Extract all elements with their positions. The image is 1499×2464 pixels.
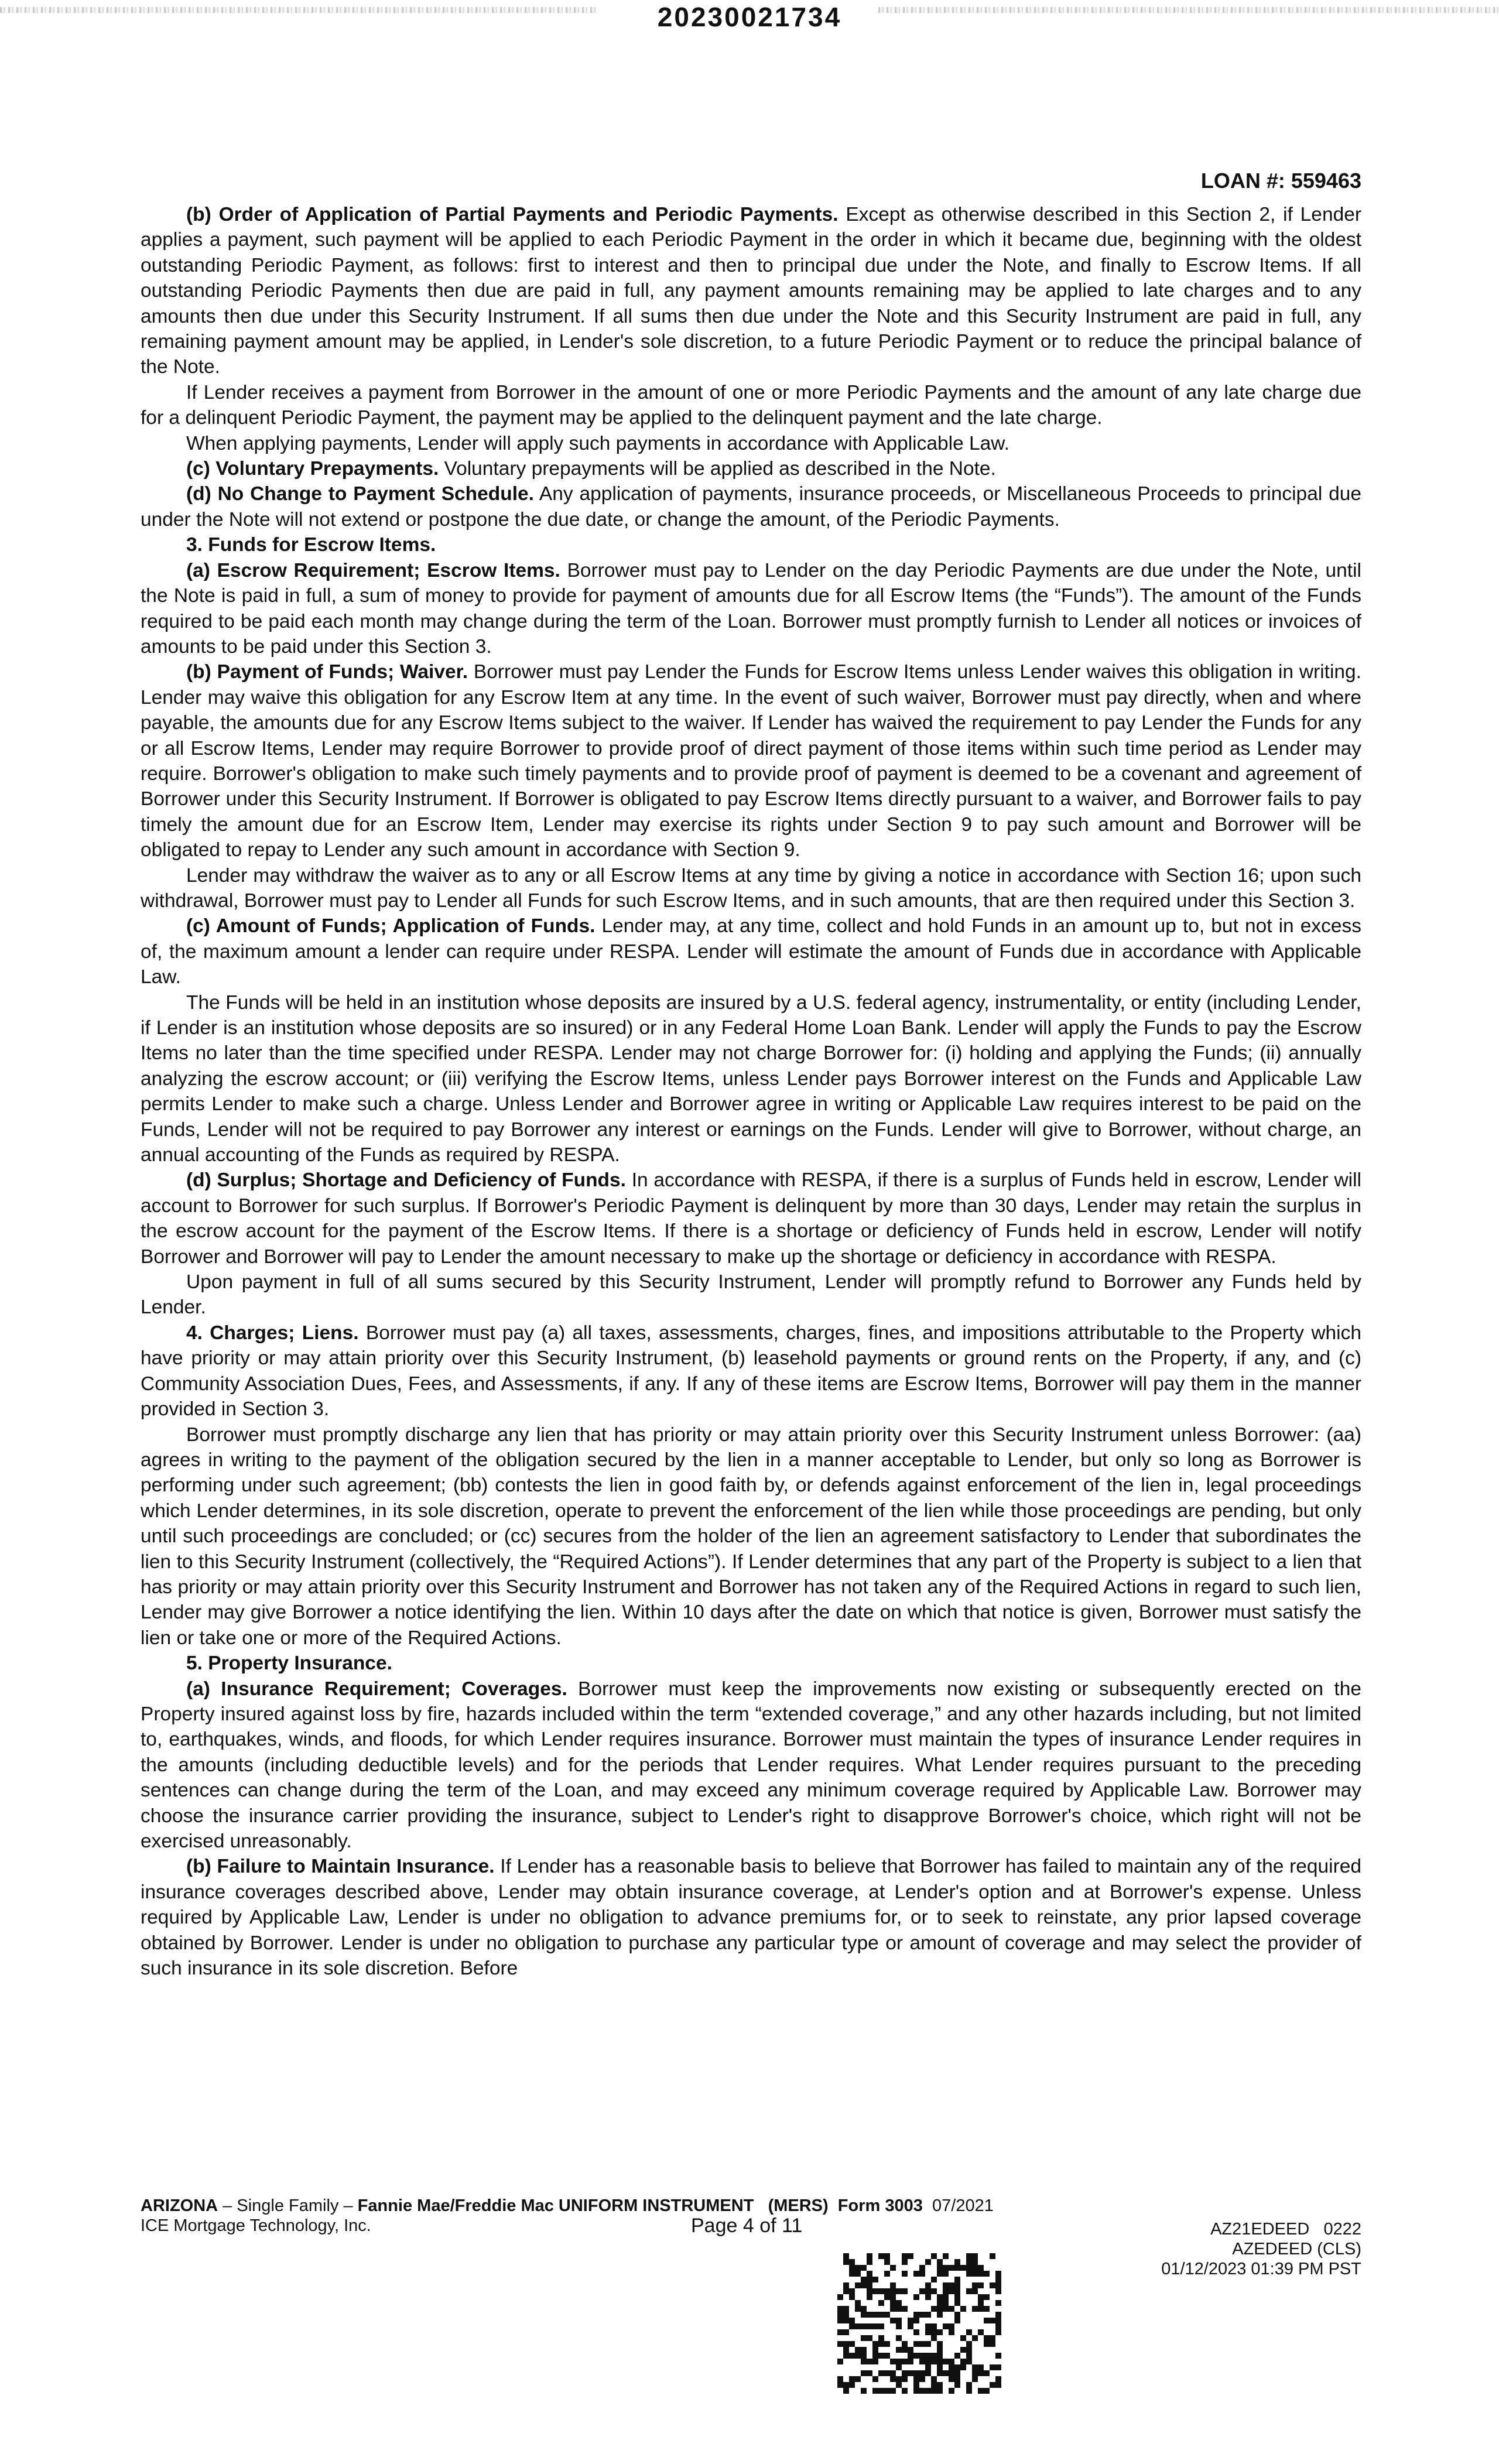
paragraph (141, 380, 1361, 431)
paragraph-heading: (c) Amount of Funds; Application of Funds. (186, 915, 596, 937)
paragraph-text: Borrower must keep the improvements now existing or subsequently erected on the Property insured against loss by fire, hazards included within the term “extended coverage,” and any other hazards including, but not limited to, earthquakes, winds, and floods, for which Lender requires insurance. Borrower must maintain the types of insurance Lender requires in the amounts (including deductible levels) and for the periods that Lender requires. What Lender requires pursuant to the preceding sentences can change during the term of the Loan, and may exceed any minimum coverage required by Applicable Law. Borrower may choose the insurance carrier providing the insurance, subject to Lender's right to disapprove Borrower's choice, which right will not be exercised unreasonably. (141, 1678, 1361, 1852)
paragraph (141, 913, 1361, 990)
paragraph-heading: (b) Failure to Maintain Insurance. (186, 1856, 495, 1878)
footer-company: ICE Mortgage Technology, Inc. (141, 2216, 371, 2235)
paragraph-text: Except as otherwise described in this Section 2, if Lender applies a payment, such payment will be applied to each Periodic Payment in the order in which it became due, beginning with the oldest outstanding Periodic Payment, as follows: first to interest and then to principal due under the Note, and finally to Escrow Items. If all outstanding Periodic Payments then due are paid in full, any payment amounts remaining may be applied to late charges and to any amounts then due under this Security Instrument. If all sums then due under the Note and this Security Instrument are paid in full, any remaining payment amount may be applied, in Lender's sole discretion, to a future Periodic Payment or to reduce the principal balance of the Note. (141, 204, 1361, 378)
paragraph (141, 659, 1361, 863)
paragraph (141, 1320, 1361, 1422)
paragraph-heading: (d) Surplus; Shortage and Deficiency of Funds. (186, 1169, 626, 1192)
paragraph (141, 1168, 1361, 1269)
footer-timestamp: 01/12/2023 01:39 PM PST (1161, 2260, 1361, 2278)
paragraph-heading: (a) Insurance Requirement; Coverages. (186, 1678, 567, 1700)
paragraph-heading: (c) Voluntary Prepayments. (186, 458, 439, 480)
paragraph-text: When applying payments, Lender will apply such payments in accordance with Applicable Law. (186, 432, 1009, 454)
paragraph (141, 863, 1361, 914)
paragraph (141, 431, 1361, 456)
paragraph (141, 558, 1361, 660)
paragraph (141, 1676, 1361, 1854)
paragraph (141, 1651, 1361, 1676)
paragraph-heading: 3. Funds for Escrow Items. (186, 534, 436, 556)
footer-mers: (MERS) (768, 2196, 829, 2215)
footer-state: ARIZONA (141, 2196, 218, 2215)
paragraph-heading: (b) Order of Application of Partial Payments and Periodic Payments. (186, 204, 839, 225)
paragraph-heading: (d) No Change to Payment Schedule. (186, 483, 534, 505)
paragraph-text: The Funds will be held in an institution whose deposits are insured by a U.S. federal agency, instrumentality, or entity (including Lender, if Lender is an institution whose deposits are so insured) or in any Federal Home Loan Bank. Lender will apply the Funds to pay the Escrow Items no later than the time specified under RESPA. Lender may not charge Borrower for: (i) holding and applying the Funds; (ii) annually analyzing the escrow account; or (iii) verifying the Escrow Items, unless Lender pays Borrower interest on the Funds and Applicable Law permits Lender to make such a charge. Unless Lender and Borrower agree in writing or Applicable Law requires interest to be paid on the Funds, Lender will not be required to pay Borrower any interest or earnings on the Funds. Lender will give to Borrower, without charge, an annual accounting of the Funds as required by RESPA. (141, 991, 1361, 1166)
paragraph-heading: 4. Charges; Liens. (186, 1322, 359, 1344)
paragraph-text: If Lender has a reasonable basis to believe that Borrower has failed to maintain any of the required insurance coverages described above, Lender may obtain insurance coverage, at Lender's option and at Borrower's expense. Unless required by Applicable Law, Lender is under no obligation to advance premiums for, or to seek to reinstate, any prior lapsed coverage obtained by Borrower. Lender is under no obligation to purchase any particular type or amount of coverage and may select the provider of such insurance in its sole discretion. Before (141, 1856, 1361, 1980)
paragraph-text: Any application of payments, insurance proceeds, or Miscellaneous Proceeds to principal due under the Note will not extend or postpone the due date, or change the amount, of the Periodic Payments. (141, 483, 1361, 531)
paragraph-heading: (a) Escrow Requirement; Escrow Items. (186, 559, 560, 581)
paragraph-text: Borrower must promptly discharge any lien that has priority or may attain priority over this Security Instrument unless Borrower: (aa) agrees in writing to the payment of the obligation secured by the lien in a manner acceptable to Lender, but only so long as Borrower is performing under such agreement; (bb) contests the lien in good faith by, or defends against enforcement of the lien in, legal proceedings which Lender determines, in its sole discretion, operate to prevent the enforcement of the lien while those proceedings are pending, but only until such proceedings are concluded; or (cc) secures from the holder of the lien an agreement satisfactory to Lender that subordinates the lien to this Security Instrument (collectively, the “Required Actions”). If Lender determines that any part of the Property is subject to a lien that has priority or may attain priority over this Security Instrument and Borrower has not taken any of the Required Actions in regard to such lien, Lender may give Borrower a notice identifying the lien. Within 10 days after the date on which that notice is given, Borrower must satisfy the lien or take one or more of the Required Actions. (141, 1423, 1361, 1649)
paragraph-text: If Lender receives a payment from Borrower in the amount of one or more Periodic Payments and the amount of any late charge due for a delinquent Periodic Payment, the payment may be applied to the delinquent payment and the late charge. (141, 381, 1361, 429)
footer-form: Form 3003 (837, 2196, 923, 2215)
footer-code2: AZEDEED (CLS) (1232, 2240, 1361, 2258)
paragraph-text: Upon payment in full of all sums secured by this Security Instrument, Lender will promptly refund to Borrower any Funds held by Lender. (141, 1271, 1361, 1319)
footer-family: – Single Family – (218, 2196, 358, 2215)
barcode-image (837, 2253, 1001, 2394)
paragraph (141, 1854, 1361, 1981)
paragraph (141, 532, 1361, 557)
paragraph-text: Borrower must pay Lender the Funds for Escrow Items unless Lender waives this obligation in writing. Lender may waive this obligation for any Escrow Item at any time. In the event of such waiver, Borrower must pay directly, when and where payable, the amounts due for any Escrow Items subject to the waiver. If Lender has waived the requirement to pay Lender the Funds for any or all Escrow Items, Lender may require Borrower to provide proof of direct payment of those items within such time period as Lender may require. Borrower's obligation to make such timely payments and to provide proof of payment is deemed to be a covenant and agreement of Borrower under this Security Instrument. If Borrower is obligated to pay Escrow Items directly pursuant to a waiver, and Borrower fails to pay timely the amount due for an Escrow Item, Lender may exercise its rights under Section 9 to pay such amount and Borrower will be obligated to repay to Lender any such amount in accordance with Section 9. (141, 661, 1361, 861)
paragraph-text: In accordance with RESPA, if there is a surplus of Funds held in escrow, Lender will account to Borrower for such surplus. If Borrower's Periodic Payment is delinquent by more than 30 days, Lender may retain the surplus in the escrow account for the payment of the Escrow Items. If there is a shortage or deficiency of Funds held in escrow, Lender will notify Borrower and Borrower will pay to Lender the amount necessary to make up the shortage or deficiency in accordance with RESPA. (141, 1169, 1361, 1268)
page-number: Page 4 of 11 (691, 2215, 803, 2237)
paragraph-text: Borrower must pay to Lender on the day Periodic Payments are due under the Note, until the Note is paid in full, a sum of money to provide for payment of amounts due for all Escrow Items (the “Funds”). The amount of the Funds required to be paid each month may change during the term of the Loan. Borrower must promptly furnish to Lender all notices or invoices of amounts to be paid under this Section 3. (141, 559, 1361, 658)
paragraph (141, 1269, 1361, 1320)
paragraph (141, 202, 1361, 380)
paragraph-text: Lender may, at any time, collect and hold Funds in an amount up to, but not in excess of, the maximum amount a lender can require under RESPA. Lender will estimate the amount of Funds due in accordance with Applicable Law. (141, 915, 1361, 988)
footer-form-info (141, 2196, 994, 2236)
paragraph-heading: (b) Payment of Funds; Waiver. (186, 661, 468, 683)
footer-code1: AZ21EDEED (1210, 2220, 1310, 2239)
paragraph-text: Lender may withdraw the waiver as to any or all Escrow Items at any time by giving a notice in accordance with Section 16; upon such withdrawal, Borrower must pay to Lender all Funds for such Escrow Items, and in such amounts, that are then required under this Section 3. (141, 864, 1361, 912)
recording-number: 20230021734 (657, 2, 842, 32)
paragraph (141, 481, 1361, 532)
paragraph-text: Voluntary prepayments will be applied as described in the Note. (439, 458, 996, 480)
footer-code1-num: 0222 (1323, 2220, 1361, 2239)
paragraph (141, 1422, 1361, 1651)
paragraph (141, 990, 1361, 1168)
footer-instrument: Fannie Mae/Freddie Mac UNIFORM INSTRUMENT (357, 2196, 754, 2215)
paragraph-text: Borrower must pay (a) all taxes, assessments, charges, fines, and impositions attributable to the Property which have priority or may attain priority over this Security Instrument, (b) leasehold payments or ground rents on the Property, if any, and (c) Community Association Dues, Fees, and Assessments, if any. If any of these items are Escrow Items, Borrower will pay them in the manner provided in Section 3. (141, 1322, 1361, 1421)
footer-form-date: 07/2021 (932, 2196, 994, 2215)
document-body (141, 202, 1361, 1981)
page-footer (141, 2196, 1361, 2395)
loan-number: LOAN #: 559463 (1200, 169, 1361, 193)
paragraph (141, 456, 1361, 481)
paragraph-heading: 5. Property Insurance. (186, 1652, 392, 1675)
footer-codes (1161, 2219, 1361, 2279)
